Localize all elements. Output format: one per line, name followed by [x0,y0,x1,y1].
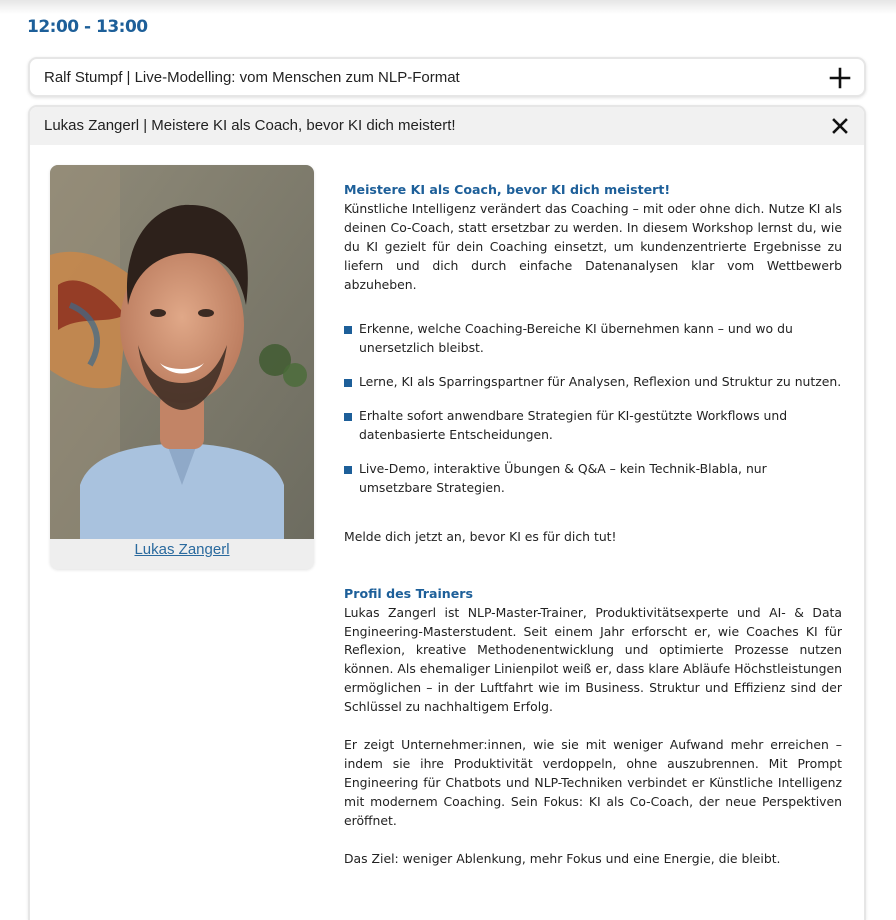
session-description [344,181,842,868]
workshop-intro: Künstliche Intelligenz verändert das Coaching – mit oder ohne dich. Nutze KI als deinen Co-Coach, statt ersetzbar zu werden. In diesem Workshop lernst du, wie du KI gezielt für dein Coaching einsetzt, um kundenzentrierte Ergebnisse zu liefern und dich durch einfache Datenanalysen klar vom Wettbewerb abzuheben. [344,200,842,292]
speaker-photo [50,165,314,539]
speaker-card [50,165,314,569]
plus-icon[interactable] [826,64,854,92]
workshop-heading: Meistere KI als Coach, bevor KI dich meistert! [344,182,671,197]
time-slot-heading: 12:00 - 13:00 [27,17,148,37]
trainer-bio-paragraph: Er zeigt Unternehmer:innen, wie sie mit weniger Aufwand mehr erreichen – indem sie ihre Produktivität verdoppeln, ohne auszubrennen. Mit Prompt Engineering für Chatbots und NLP-Techniken verbindet er Künstliche Intelligenz mit modernem Coaching. Sein Fokus: KI als Co-Coach, der neue Perspektiven eröffnet. [344,737,842,828]
workshop-bullet-list [344,320,842,497]
trainer-bio-paragraph: Lukas Zangerl ist NLP-Master-Trainer, Produktivitätsexperte und AI- & Data Engineering-Masterstudent. Seit einem Jahr erforscht er, wie Coaches KI für Reflexion, kreative Methodenentwicklung und optimierte Prozesse nutzen können. Als ehemaliger Linienpilot weiß er, dass klare Abläufe Höchstleistungen ermöglichen – in der Luftfahrt wie im Business. Struktur und Effizienz sind der Schlüssel zu nachhaltigem Erfolg. [344,604,842,715]
list-item: Lerne, KI als Sparringspartner für Analysen, Reflexion und Struktur zu nutzen. [344,373,842,392]
list-item: Erkenne, welche Coaching-Bereiche KI übernehmen kann – und wo du unersetzlich bleibst. [344,320,842,358]
session-accordion-lukas-zangerl[interactable] [28,105,866,920]
session-title: Ralf Stumpf | Live-Modelling: vom Menschen zum NLP-Format [44,69,460,86]
speaker-name-link[interactable]: Lukas Zangerl [134,541,230,558]
session-header[interactable] [30,59,864,97]
close-icon[interactable] [826,112,854,140]
session-title: Lukas Zangerl | Meistere KI als Coach, bevor KI dich meistert! [44,117,456,134]
session-header[interactable] [30,107,864,145]
call-to-action: Melde dich jetzt an, bevor KI es für dich tut! [344,528,617,544]
session-accordion-ralf-stumpf[interactable] [28,57,866,97]
list-item: Live-Demo, interaktive Übungen & Q&A – kein Technik-Blabla, nur umsetzbare Strategien. [344,460,842,498]
top-shadow [0,0,896,14]
trainer-goal: Das Ziel: weniger Ablenkung, mehr Fokus und eine Energie, die bleibt. [344,850,781,866]
list-item: Erhalte sofort anwendbare Strategien für KI-gestützte Workflows und datenbasierte Entscheidungen. [344,407,842,445]
trainer-heading: Profil des Trainers [344,585,474,601]
